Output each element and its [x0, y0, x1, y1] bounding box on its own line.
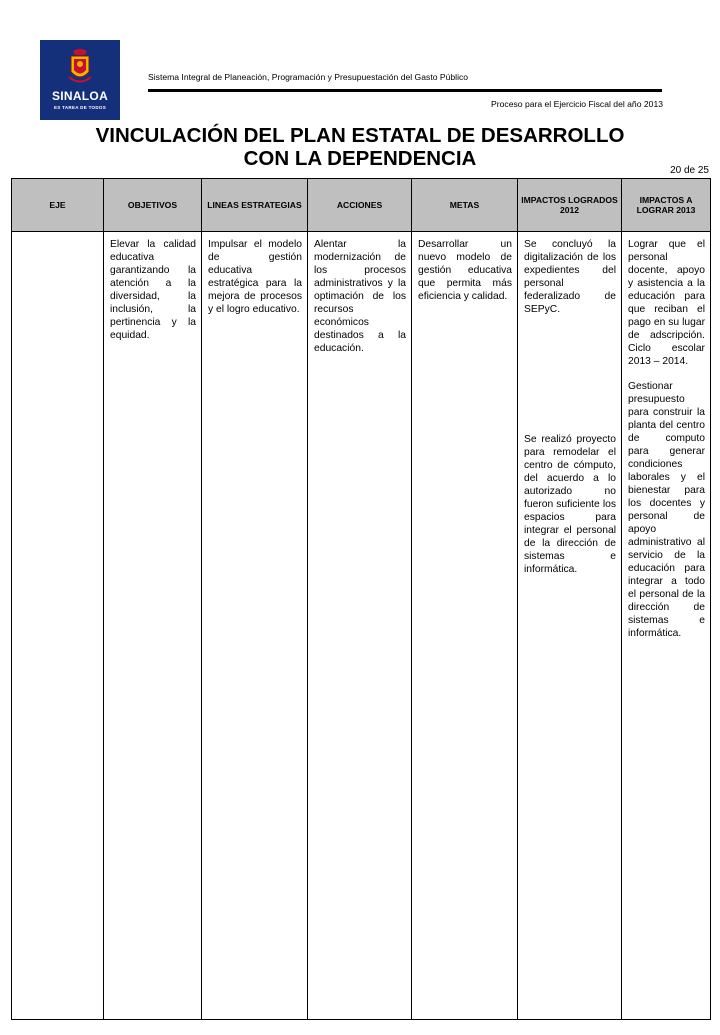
- page-title-line1: VINCULACIÓN DEL PLAN ESTATAL DE DESARROLLO: [95, 124, 625, 147]
- acciones-text: Alentar la modernización de los procesos administrativos y la optimación de los recursos económicos destinados a la educación.: [314, 239, 406, 354]
- impacto-logrado-2: Se realizó proyecto para remodelar el centro de cómputo, del acuerdo a lo autorizado no fueron suficiente los espacios para integrar el personal de la dirección de sistemas e informática.: [524, 434, 616, 575]
- impacto-logrado-1: Se concluyó la digitalización de los expedientes del personal federalizado de SEPyC.: [524, 239, 616, 315]
- cell-eje: [12, 232, 104, 1020]
- table-header-row: [12, 179, 711, 232]
- sinaloa-logo: [40, 40, 120, 120]
- col-header-objetivos: OBJETIVOS: [104, 179, 202, 232]
- objetivos-text: Elevar la calidad educativa garantizando la atención a la diversidad, la inclusión, la pertinencia y la equidad.: [110, 239, 196, 341]
- col-header-impactos-a-lograr: IMPACTOS A LOGRAR 2013: [622, 179, 711, 232]
- system-line: Sistema Integral de Planeación, Programación y Presupuestación del Gasto Público: [148, 72, 469, 82]
- metas-text: Desarrollar un nuevo modelo de gestión educativa que permita más eficiencia y calidad.: [418, 239, 512, 302]
- coat-of-arms-icon: [67, 48, 93, 86]
- cell-objetivos: [104, 232, 202, 1020]
- page-title-line2: CON LA DEPENDENCIA: [243, 147, 477, 170]
- cell-metas: [412, 232, 518, 1020]
- col-header-metas: METAS: [412, 179, 518, 232]
- col-header-eje: EJE: [12, 179, 104, 232]
- page-number: 20 de 25: [670, 165, 709, 176]
- process-line: Proceso para el Ejercicio Fiscal del año 2013: [491, 99, 663, 109]
- cell-impactos-logrados: [518, 232, 622, 1020]
- col-header-impactos-logrados: IMPACTOS LOGRADOS 2012: [518, 179, 622, 232]
- lineas-text: Impulsar el modelo de gestión educativa estratégica para la mejora de procesos y el logro educativo.: [208, 239, 302, 315]
- header-divider: [148, 89, 662, 92]
- cell-impactos-a-lograr: [622, 232, 711, 1020]
- logo-name: SINALOA: [51, 89, 109, 103]
- col-header-lineas: LINEAS ESTRATEGIAS: [202, 179, 308, 232]
- impacto-a-lograr-2: Gestionar presupuesto para construir la planta del centro de computo para generar condiciones laborales y el bienestar para los docentes y personal de apoyo administrativo al servicio de la educación para integrar a todo el personal de la dirección de sistemas e informática.: [628, 381, 705, 639]
- impacto-a-lograr-1: Lograr que el personal docente, apoyo y asistencia a la educación para que reciban el pago en su lugar de adscripción. Ciclo escolar 2013 – 2014.: [628, 239, 705, 367]
- logo-tagline: ES TAREA DE TODOS: [53, 105, 107, 110]
- alignment-table: [11, 178, 711, 1020]
- cell-acciones: [308, 232, 412, 1020]
- table-row: [12, 232, 711, 1020]
- col-header-acciones: ACCIONES: [308, 179, 412, 232]
- cell-lineas: [202, 232, 308, 1020]
